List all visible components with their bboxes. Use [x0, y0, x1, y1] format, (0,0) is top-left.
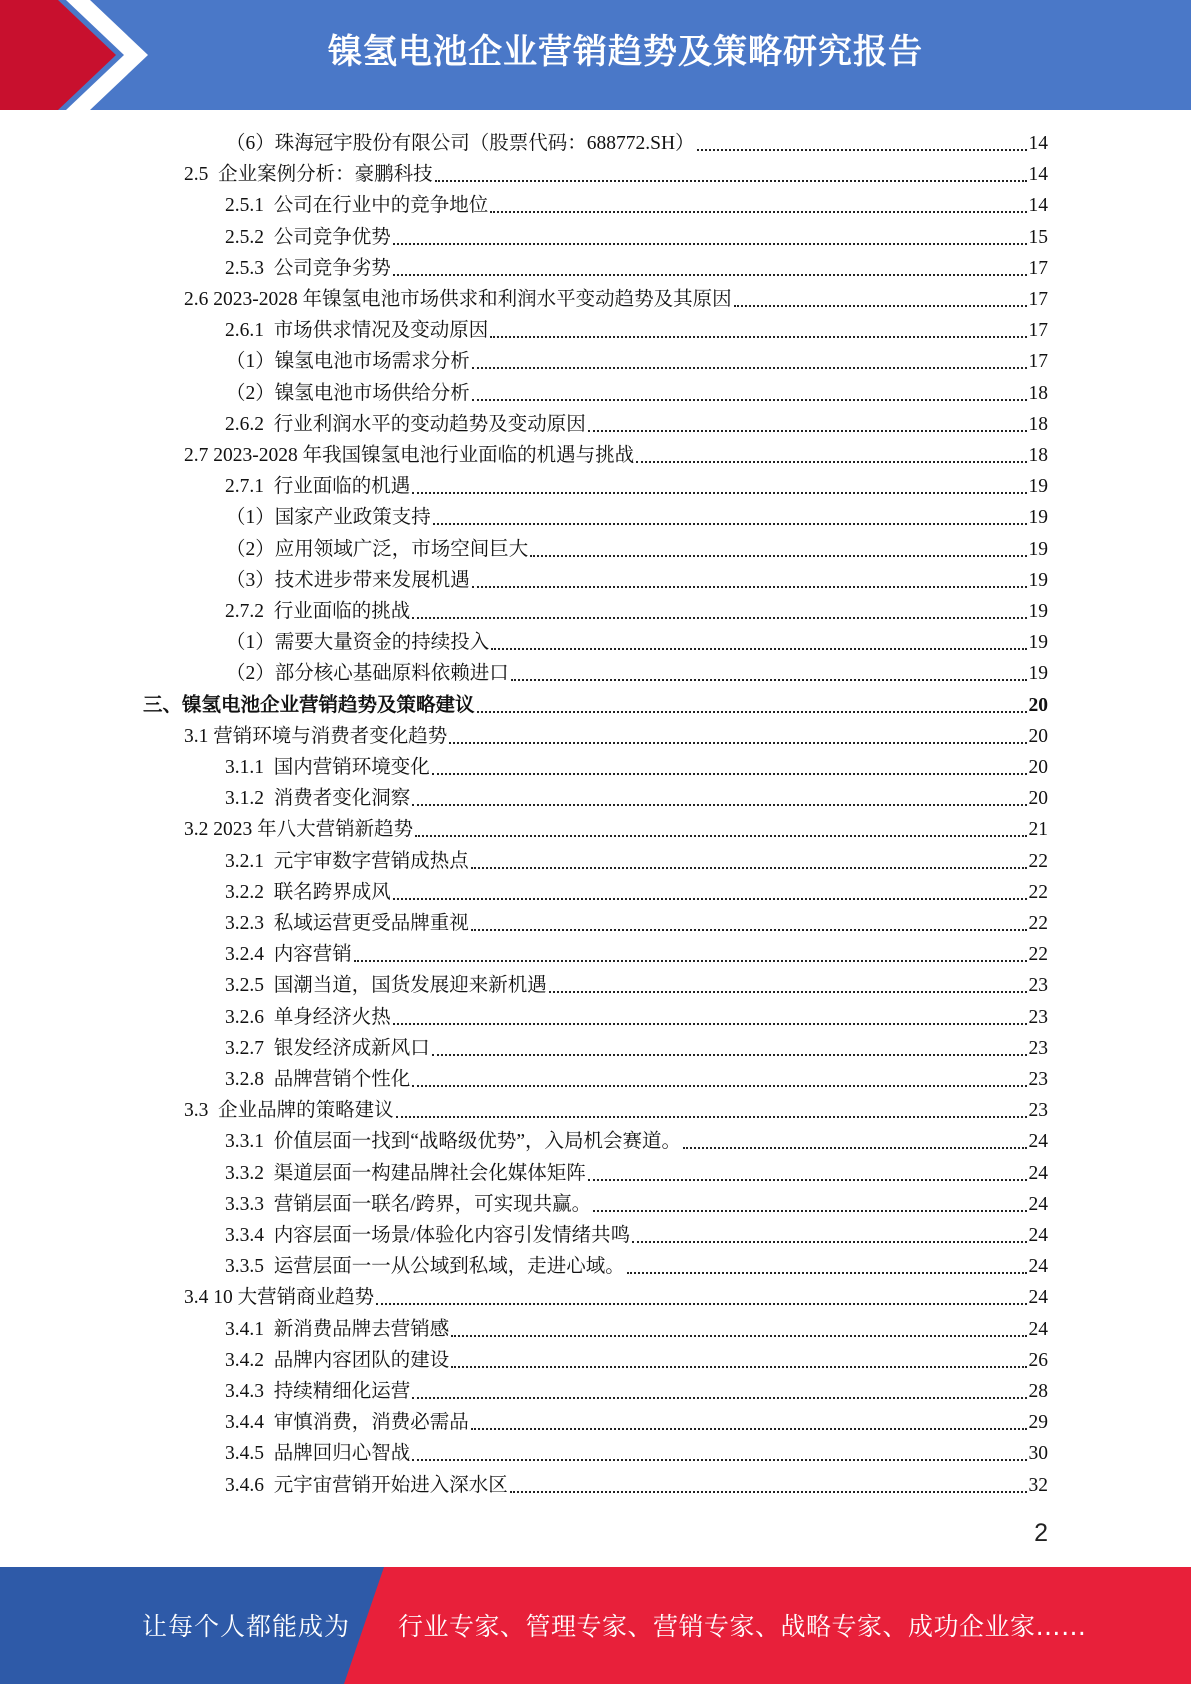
toc-entry[interactable] — [225, 752, 1048, 783]
toc-entry-page: 20 — [1028, 694, 1048, 716]
toc-entry-page: 24 — [1028, 1193, 1048, 1215]
toc-entry-title: 3.3.5 运营层面一一从公域到私域，走进心域。 — [225, 1256, 625, 1278]
toc-dot-leader — [412, 804, 1026, 806]
toc-entry-page: 22 — [1028, 944, 1048, 966]
toc-entry-page: 19 — [1028, 507, 1048, 529]
toc-dot-leader — [632, 1241, 1026, 1243]
toc-entry-page: 20 — [1028, 725, 1048, 747]
toc-entry[interactable] — [226, 346, 1048, 377]
toc-entry[interactable] — [225, 1220, 1048, 1251]
report-title: 镍氢电池企业营销趋势及策略研究报告 — [328, 32, 923, 72]
toc-dot-leader — [636, 461, 1026, 463]
toc-entry[interactable] — [225, 908, 1048, 939]
toc-entry-title: 2.6.2 行业利润水平的变动趋势及变动原因 — [225, 413, 586, 435]
toc-entry-title: 3.2.3 私域运营更受品牌重视 — [225, 913, 469, 934]
toc-dot-leader — [412, 617, 1026, 619]
toc-entry[interactable] — [225, 1251, 1048, 1282]
toc-entry-title: 3.2.5 国潮当道，国货发展迎来新机遇 — [225, 975, 547, 997]
toc-dot-leader — [511, 679, 1027, 681]
toc-dot-leader — [432, 1054, 1027, 1056]
toc-entry[interactable] — [225, 1438, 1048, 1469]
toc-entry[interactable] — [225, 1002, 1048, 1033]
toc-entry-title: 3.4.5 品牌回归心智战 — [225, 1443, 411, 1465]
toc-dot-leader — [376, 1303, 1026, 1305]
toc-entry-title: 3.3.1 价值层面一找到“战略级优势”，入局机会赛道。 — [225, 1131, 682, 1153]
toc-entry-page: 26 — [1028, 1349, 1048, 1371]
toc-entry-title: 3.1.2 消费者变化洞察 — [225, 788, 411, 810]
toc-entry-title: 3.1 营销环境与消费者变化趋势 — [184, 725, 448, 747]
toc-entry[interactable] — [184, 814, 1048, 845]
toc-entry[interactable] — [225, 877, 1048, 908]
toc-dot-leader — [412, 1085, 1026, 1087]
toc-entry-title: 3.4.2 品牌内容团队的建设 — [225, 1349, 450, 1371]
toc-dot-leader — [393, 1023, 1027, 1025]
toc-entry-page: 21 — [1028, 819, 1048, 841]
toc-entry-title: 3.3.2 渠道层面一构建品牌社会化媒体矩阵 — [225, 1162, 586, 1184]
toc-entry-title: （3）技术进步带来发展机遇 — [226, 569, 470, 591]
toc-entry[interactable] — [225, 596, 1048, 627]
toc-dot-leader — [412, 1397, 1026, 1399]
toc-dot-leader — [734, 305, 1027, 307]
toc-entry[interactable] — [225, 190, 1048, 221]
toc-entry-page: 22 — [1028, 850, 1048, 872]
toc-dot-leader — [530, 555, 1026, 557]
toc-entry-page: 29 — [1028, 1412, 1048, 1434]
toc-entry-page: 23 — [1028, 1100, 1048, 1122]
toc-entry[interactable] — [225, 1033, 1048, 1064]
toc-dot-leader — [435, 180, 1027, 182]
toc-entry-title: （2）应用领域广泛，市场空间巨大 — [226, 538, 529, 560]
toc-entry-page: 23 — [1028, 1069, 1048, 1090]
toc-entry[interactable] — [225, 222, 1048, 253]
toc-dot-leader — [490, 336, 1026, 338]
toc-entry-title: 3.2.8 品牌营销个性化 — [225, 1069, 411, 1090]
toc-entry-page: 18 — [1028, 413, 1048, 435]
toc-entry-page: 19 — [1028, 601, 1048, 622]
toc-dot-leader — [593, 1210, 1026, 1212]
footer-banner — [0, 1567, 1191, 1684]
toc-entry-title: 3.4 10 大营销商业趋势 — [184, 1287, 375, 1309]
toc-dot-leader — [393, 274, 1027, 276]
toc-entry[interactable] — [225, 939, 1048, 970]
toc-dot-leader — [433, 523, 1027, 525]
toc-dot-leader — [471, 1428, 1027, 1430]
toc-entry-title: 3.2.1 元宇审数字营销成热点 — [225, 850, 469, 872]
toc-entry[interactable] — [225, 471, 1048, 502]
toc-entry-page: 15 — [1028, 226, 1048, 248]
toc-entry-page: 14 — [1028, 164, 1048, 186]
toc-entry[interactable] — [225, 1314, 1048, 1345]
toc-entry-title: 2.5.2 公司竞争优势 — [225, 226, 391, 248]
toc-entry-page: 18 — [1028, 445, 1048, 466]
toc-dot-leader — [588, 430, 1027, 432]
toc-entry[interactable] — [184, 721, 1048, 752]
toc-entry-title: 3.2.4 内容营销 — [225, 944, 352, 966]
toc-dot-leader — [412, 1459, 1026, 1461]
toc-entry[interactable] — [184, 284, 1048, 315]
toc-entry-page: 22 — [1028, 913, 1048, 934]
toc-entry-title: （6）珠海冠宇股份有限公司（股票代码：688772.SH） — [226, 133, 695, 154]
toc-entry-page: 24 — [1028, 1287, 1048, 1309]
toc-entry-page: 14 — [1028, 133, 1048, 154]
toc-dot-leader — [449, 742, 1026, 744]
toc-entry-title: 3.2.6 单身经济火热 — [225, 1006, 391, 1028]
toc-entry-title: 2.7 2023-2028 年我国镍氢电池行业面临的机遇与挑战 — [184, 445, 635, 466]
toc-dot-leader — [396, 1116, 1027, 1118]
toc-entry[interactable] — [225, 1470, 1048, 1501]
toc-entry[interactable] — [225, 970, 1048, 1001]
toc-entry-title: 3.4.3 持续精细化运营 — [225, 1381, 411, 1402]
toc-entry-page: 19 — [1028, 632, 1048, 654]
toc-entry-title: 2.6 2023-2028 年镍氢电池市场供求和利润水平变动趋势及其原因 — [184, 289, 732, 310]
toc-entry[interactable] — [226, 502, 1048, 533]
toc-dot-leader — [510, 1491, 1027, 1493]
toc-entry-title: 三、镍氢电池企业营销趋势及策略建议 — [143, 694, 475, 716]
toc-entry-title: （2）镍氢电池市场供给分析 — [226, 382, 470, 404]
toc-dot-leader — [477, 711, 1027, 713]
toc-entry-title: 3.2.7 银发经济成新风口 — [225, 1037, 430, 1059]
toc-entry-title: 3.4.4 审慎消费，消费必需品 — [225, 1412, 469, 1434]
toc-entry-page: 24 — [1028, 1225, 1048, 1246]
toc-entry-title: 3.2 2023 年八大营销新趋势 — [184, 819, 414, 841]
toc-entry-page: 24 — [1028, 1256, 1048, 1278]
toc-entry-title: 2.7.2 行业面临的挑战 — [225, 601, 411, 622]
toc-entry-page: 24 — [1028, 1318, 1048, 1340]
toc-dot-leader — [432, 773, 1027, 775]
toc-entry-page: 17 — [1028, 320, 1048, 342]
toc-dot-leader — [627, 1272, 1027, 1274]
toc-dot-leader — [472, 399, 1027, 401]
toc-dot-leader — [491, 648, 1026, 650]
toc-dot-leader — [588, 1179, 1027, 1181]
toc-entry-page: 23 — [1028, 975, 1048, 997]
toc-entry-page: 32 — [1028, 1474, 1048, 1496]
toc-entry-title: （1）国家产业政策支持 — [226, 507, 431, 529]
toc-dot-leader — [415, 835, 1026, 837]
toc-dot-leader — [354, 960, 1027, 962]
toc-dot-leader — [451, 1366, 1026, 1368]
toc-dot-leader — [471, 929, 1027, 931]
toc-entry-title: 2.5.3 公司竞争劣势 — [225, 257, 391, 279]
toc-entry-title: 3.3.4 内容层面一场景/体验化内容引发情绪共鸣 — [225, 1225, 631, 1246]
toc-entry-title: （1）需要大量资金的持续投入 — [226, 632, 490, 654]
toc-entry[interactable] — [184, 159, 1048, 190]
toc-dot-leader — [697, 149, 1027, 151]
toc-entry-page: 28 — [1028, 1381, 1048, 1402]
toc-entry-page: 22 — [1028, 881, 1048, 903]
toc-entry-page: 23 — [1028, 1037, 1048, 1059]
toc-entry-page: 20 — [1028, 757, 1048, 778]
toc-entry[interactable] — [226, 378, 1048, 409]
toc-entry[interactable] — [226, 565, 1048, 596]
toc-entry-page: 17 — [1028, 289, 1048, 310]
toc-entry[interactable] — [225, 783, 1048, 814]
toc-dot-leader — [683, 1147, 1026, 1149]
toc-entry[interactable] — [225, 409, 1048, 440]
toc-entry-page: 19 — [1028, 538, 1048, 560]
toc-entry[interactable] — [225, 1345, 1048, 1376]
toc-entry[interactable] — [184, 440, 1048, 471]
toc-entry[interactable] — [225, 1376, 1048, 1407]
toc-entry[interactable] — [225, 1158, 1048, 1189]
toc-entry[interactable] — [226, 128, 1048, 159]
toc-dot-leader — [490, 211, 1026, 213]
toc-entry[interactable] — [184, 1095, 1048, 1126]
toc-entry-page: 24 — [1028, 1131, 1048, 1153]
toc-entry[interactable] — [225, 1126, 1048, 1157]
toc-entry-title: 3.4.6 元宇宙营销开始进入深水区 — [225, 1474, 508, 1496]
toc-entry-page: 19 — [1028, 569, 1048, 591]
toc-entry[interactable] — [226, 627, 1048, 658]
toc-dot-leader — [472, 586, 1027, 588]
toc-entry-title: 2.6.1 市场供求情况及变动原因 — [225, 320, 489, 342]
page-number: 2 — [1034, 1519, 1048, 1547]
toc-entry-title: 2.5.1 公司在行业中的竞争地位 — [225, 195, 489, 217]
toc-dot-leader — [549, 991, 1027, 993]
toc-entry-title: 2.5 企业案例分析：豪鹏科技 — [184, 164, 433, 186]
toc-entry[interactable] — [225, 315, 1048, 346]
footer-slogan-left: 让每个人都能成为 — [142, 1612, 351, 1641]
toc-entry-page: 17 — [1028, 351, 1048, 373]
toc-entry-title: 2.7.1 行业面临的机遇 — [225, 476, 411, 498]
toc-entry-title: 3.4.1 新消费品牌去营销感 — [225, 1318, 450, 1340]
toc-entry[interactable] — [226, 534, 1048, 565]
toc-dot-leader — [471, 867, 1027, 869]
toc-entry-page: 19 — [1028, 663, 1048, 685]
footer-slogan-right: 行业专家、管理专家、营销专家、战略专家、成功企业家…… — [398, 1612, 1087, 1641]
toc-entry[interactable] — [143, 690, 1048, 721]
toc-dot-leader — [393, 243, 1027, 245]
toc-entry-page: 18 — [1028, 382, 1048, 404]
toc-entry[interactable] — [225, 253, 1048, 284]
toc-entry-title: （1）镍氢电池市场需求分析 — [226, 351, 470, 373]
header-banner — [0, 0, 1191, 110]
toc-entry-title: 3.3 企业品牌的策略建议 — [184, 1100, 394, 1122]
toc-entry[interactable] — [226, 658, 1048, 689]
toc-entry-title: 3.3.3 营销层面一联名/跨界，可实现共赢。 — [225, 1193, 592, 1215]
toc-entry-page: 19 — [1028, 476, 1048, 498]
toc-entry[interactable] — [225, 846, 1048, 877]
toc-entry-title: （2）部分核心基础原料依赖进口 — [226, 663, 509, 685]
toc-entry[interactable] — [225, 1189, 1048, 1220]
toc-entry-page: 24 — [1028, 1162, 1048, 1184]
toc-entry[interactable] — [225, 1407, 1048, 1438]
toc-dot-leader — [451, 1335, 1026, 1337]
toc-entry-page: 17 — [1028, 257, 1048, 279]
toc-dot-leader — [393, 898, 1027, 900]
toc-dot-leader — [472, 367, 1027, 369]
toc-entry-page: 30 — [1028, 1443, 1048, 1465]
toc-entry[interactable] — [225, 1064, 1048, 1095]
toc-entry[interactable] — [184, 1282, 1048, 1313]
toc-entry-page: 23 — [1028, 1006, 1048, 1028]
toc-dot-leader — [412, 492, 1026, 494]
toc-entry-page: 14 — [1028, 195, 1048, 217]
toc-entry-page: 20 — [1028, 788, 1048, 810]
toc-entry-title: 3.2.2 联名跨界成风 — [225, 881, 391, 903]
toc-entry-title: 3.1.1 国内营销环境变化 — [225, 757, 430, 778]
